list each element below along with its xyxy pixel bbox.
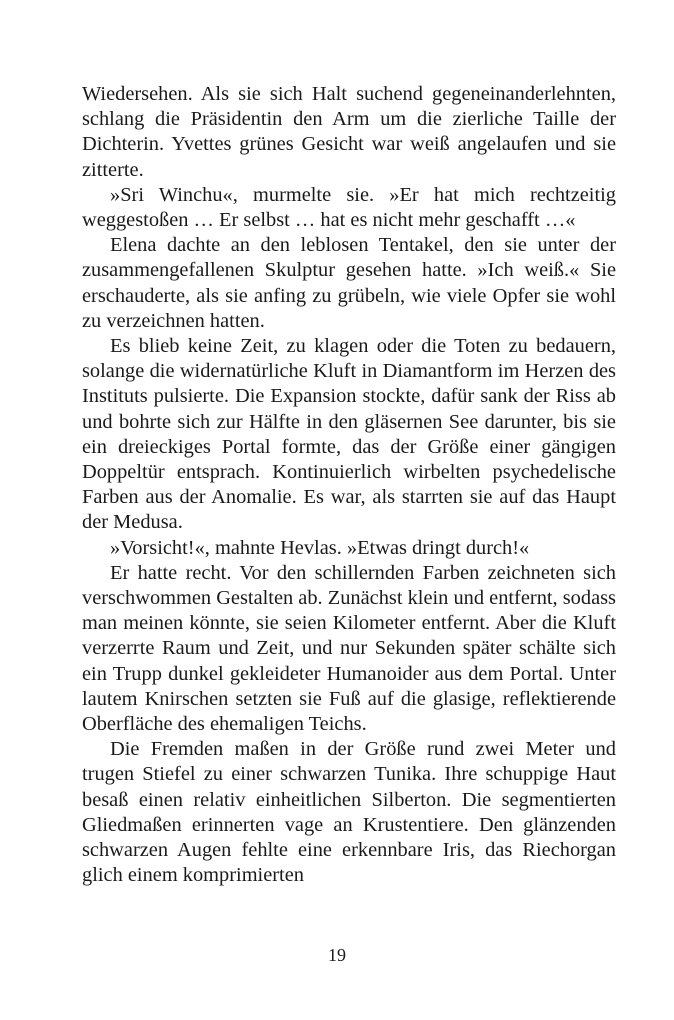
paragraph: »Sri Winchu«, murmelte sie. »Er hat mich rechtzeitig weggestoßen … Er selbst … hat es nicht mehr geschafft …«: [82, 183, 616, 232]
paragraph: Er hatte recht. Vor den schillernden Farben zeichneten sich verschwommen Gestalten ab. Zunächst klein und entfernt, sodass man meinen könnte, sie seien Kilometer entfernt. Aber die Kluft verzerrte Raum und Zeit, und nur Sekunden später schälte sich ein Trupp dunkel gekleideter Humanoider aus dem Portal. Unter lautem Knirschen setzten sie Fuß auf die glasige, reflektierende Oberfläche des ehemaligen Teichs.: [82, 561, 616, 736]
body-text: [82, 82, 616, 889]
paragraph: Die Fremden maßen in der Größe rund zwei Meter und trugen Stiefel zu einer schwarzen Tunika. Ihre schuppige Haut besaß einen relativ einheitlichen Silberton. Die segmentierten Gliedmaßen erinnerten vage an Krustentiere. Den glänzenden schwarzen Augen fehlte eine erkennbare Iris, das Riechorgan glich einem komprimierten: [82, 738, 616, 887]
paragraph: Wiedersehen. Als sie sich Halt suchend gegeneinanderlehnten, schlang die Präsidentin den Arm um die zierliche Taille der Dichterin. Yvettes grünes Gesicht war weiß angelaufen und sie zitterte.: [82, 83, 616, 181]
paragraph: Es blieb keine Zeit, zu klagen oder die Toten zu bedauern, solange die widernatürliche Kluft in Diamantform im Herzen des Instituts pulsierte. Die Expansion stockte, dafür sank der Riss ab und bohrte sich zur Hälfte in den gläsernen See darunter, bis sie ein dreieckiges Portal formte, das der Größe einer gängigen Doppeltür entsprach. Kontinuierlich wirbelten psychedelische Farben aus der Anomalie. Es war, als starrten sie auf das Haupt der Medusa.: [82, 335, 616, 534]
paragraph: »Vorsicht!«, mahnte Hevlas. »Etwas dringt durch!«: [110, 536, 530, 559]
paragraph: Elena dachte an den leblosen Tentakel, den sie unter der zusammengefallenen Skulptur gesehen hatte. »Ich weiß.« Sie erschauderte, als sie anfing zu grübeln, wie viele Opfer sie wohl zu verzeichnen hatten.: [82, 234, 616, 332]
page-number: 19: [328, 945, 346, 965]
